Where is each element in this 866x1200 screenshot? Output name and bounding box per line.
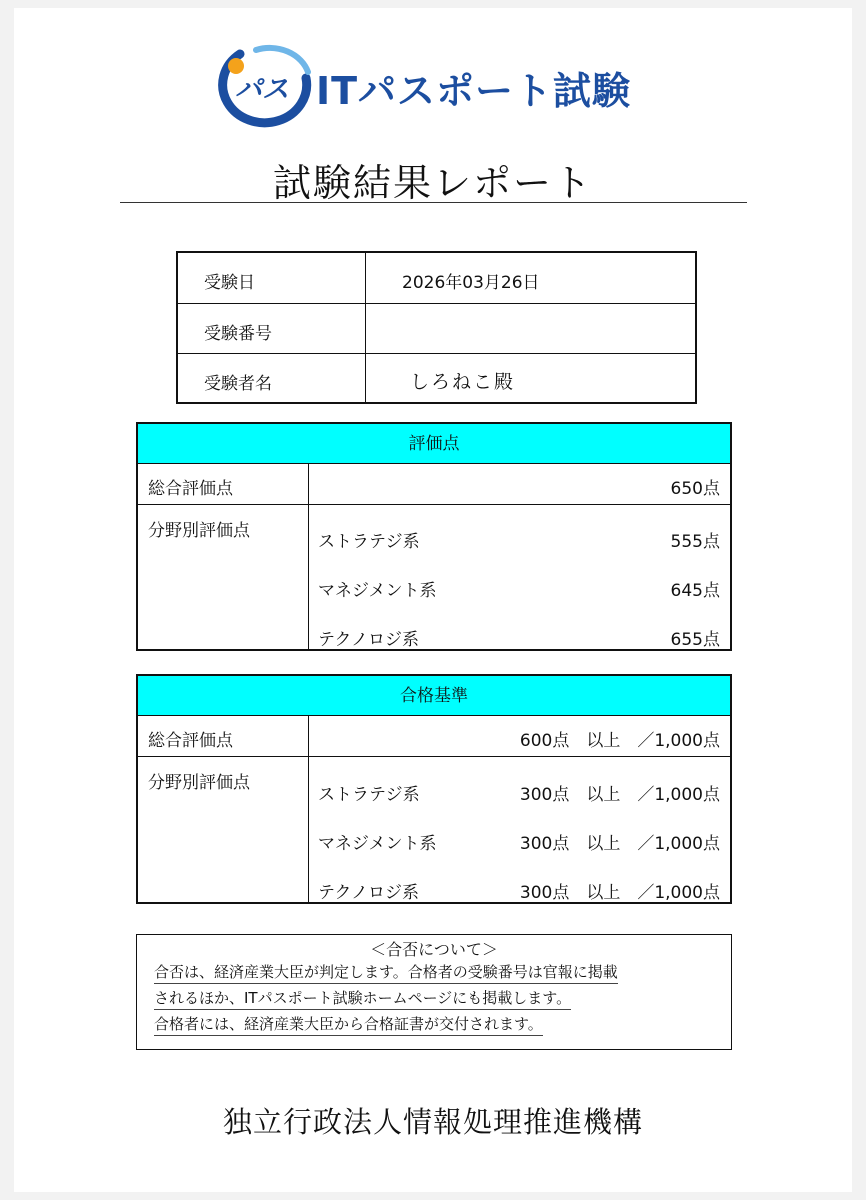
candidate-name-row xyxy=(178,353,695,403)
exam-date-label: 受験日 xyxy=(204,273,255,293)
logo-text: ITパスポート試験 xyxy=(316,69,632,113)
evaluation-field-technology-value: 655点 xyxy=(670,630,720,650)
evaluation-field-management-name: マネジメント系 xyxy=(318,581,437,601)
page-title: 試験結果レポート xyxy=(272,161,593,205)
exam-date-row xyxy=(178,253,695,303)
evaluation-header: 評価点 xyxy=(138,424,730,464)
candidate-name-label: 受験者名 xyxy=(204,374,272,394)
evaluation-total-value: 650点 xyxy=(670,479,720,499)
title-divider xyxy=(120,202,747,203)
report-page xyxy=(14,8,852,1192)
notice-line-1: 合否は、経済産業大臣が判定します。合格者の受験番号は官報に掲載 xyxy=(154,961,618,984)
it-passport-logo xyxy=(210,42,670,128)
evaluation-total-row xyxy=(138,464,730,505)
issuing-organization: 独立行政法人情報処理推進機構 xyxy=(222,1105,643,1139)
criteria-total-value: 600点 以上 ／1,000点 xyxy=(519,731,720,751)
criteria-column-divider xyxy=(308,716,309,902)
evaluation-score-table xyxy=(136,422,732,651)
pass-criteria-table xyxy=(136,674,732,904)
evaluation-field-management-value: 645点 xyxy=(670,581,720,601)
exam-date-value: 2026年03月26日 xyxy=(402,273,540,293)
criteria-field-strategy-value: 300点 以上 ／1,000点 xyxy=(519,785,720,805)
criteria-field-technology-name: テクノロジ系 xyxy=(318,883,419,903)
notice-title: ＜合否について＞ xyxy=(370,940,498,959)
evaluation-total-label: 総合評価点 xyxy=(148,479,233,499)
passport-logo-icon xyxy=(210,42,314,128)
criteria-field-strategy-name: ストラテジ系 xyxy=(318,785,420,805)
criteria-field-label: 分野別評価点 xyxy=(148,773,250,793)
evaluation-field-strategy-value: 555点 xyxy=(670,532,720,552)
notice-line-2: されるほか、ITパスポート試験ホームページにも掲載します。 xyxy=(154,987,571,1010)
criteria-header: 合格基準 xyxy=(138,676,730,716)
evaluation-field-label: 分野別評価点 xyxy=(148,521,250,541)
criteria-total-label: 総合評価点 xyxy=(148,731,233,751)
info-column-divider xyxy=(365,253,366,402)
criteria-field-management-name: マネジメント系 xyxy=(318,834,437,854)
evaluation-column-divider xyxy=(308,464,309,649)
criteria-field-management-value: 300点 以上 ／1,000点 xyxy=(519,834,720,854)
criteria-total-row xyxy=(138,716,730,757)
candidate-name-value: しろねこ殿 xyxy=(410,371,516,393)
logo-mark-text: パス xyxy=(235,74,289,105)
exam-number-label: 受験番号 xyxy=(204,324,272,344)
exam-number-row xyxy=(178,303,695,353)
pass-notice-box xyxy=(136,934,732,1050)
evaluation-field-strategy-name: ストラテジ系 xyxy=(318,532,420,552)
candidate-info-table xyxy=(176,251,697,404)
criteria-field-technology-value: 300点 以上 ／1,000点 xyxy=(519,883,720,903)
evaluation-field-technology-name: テクノロジ系 xyxy=(318,630,419,650)
notice-line-3: 合格者には、経済産業大臣から合格証書が交付されます。 xyxy=(154,1013,543,1036)
